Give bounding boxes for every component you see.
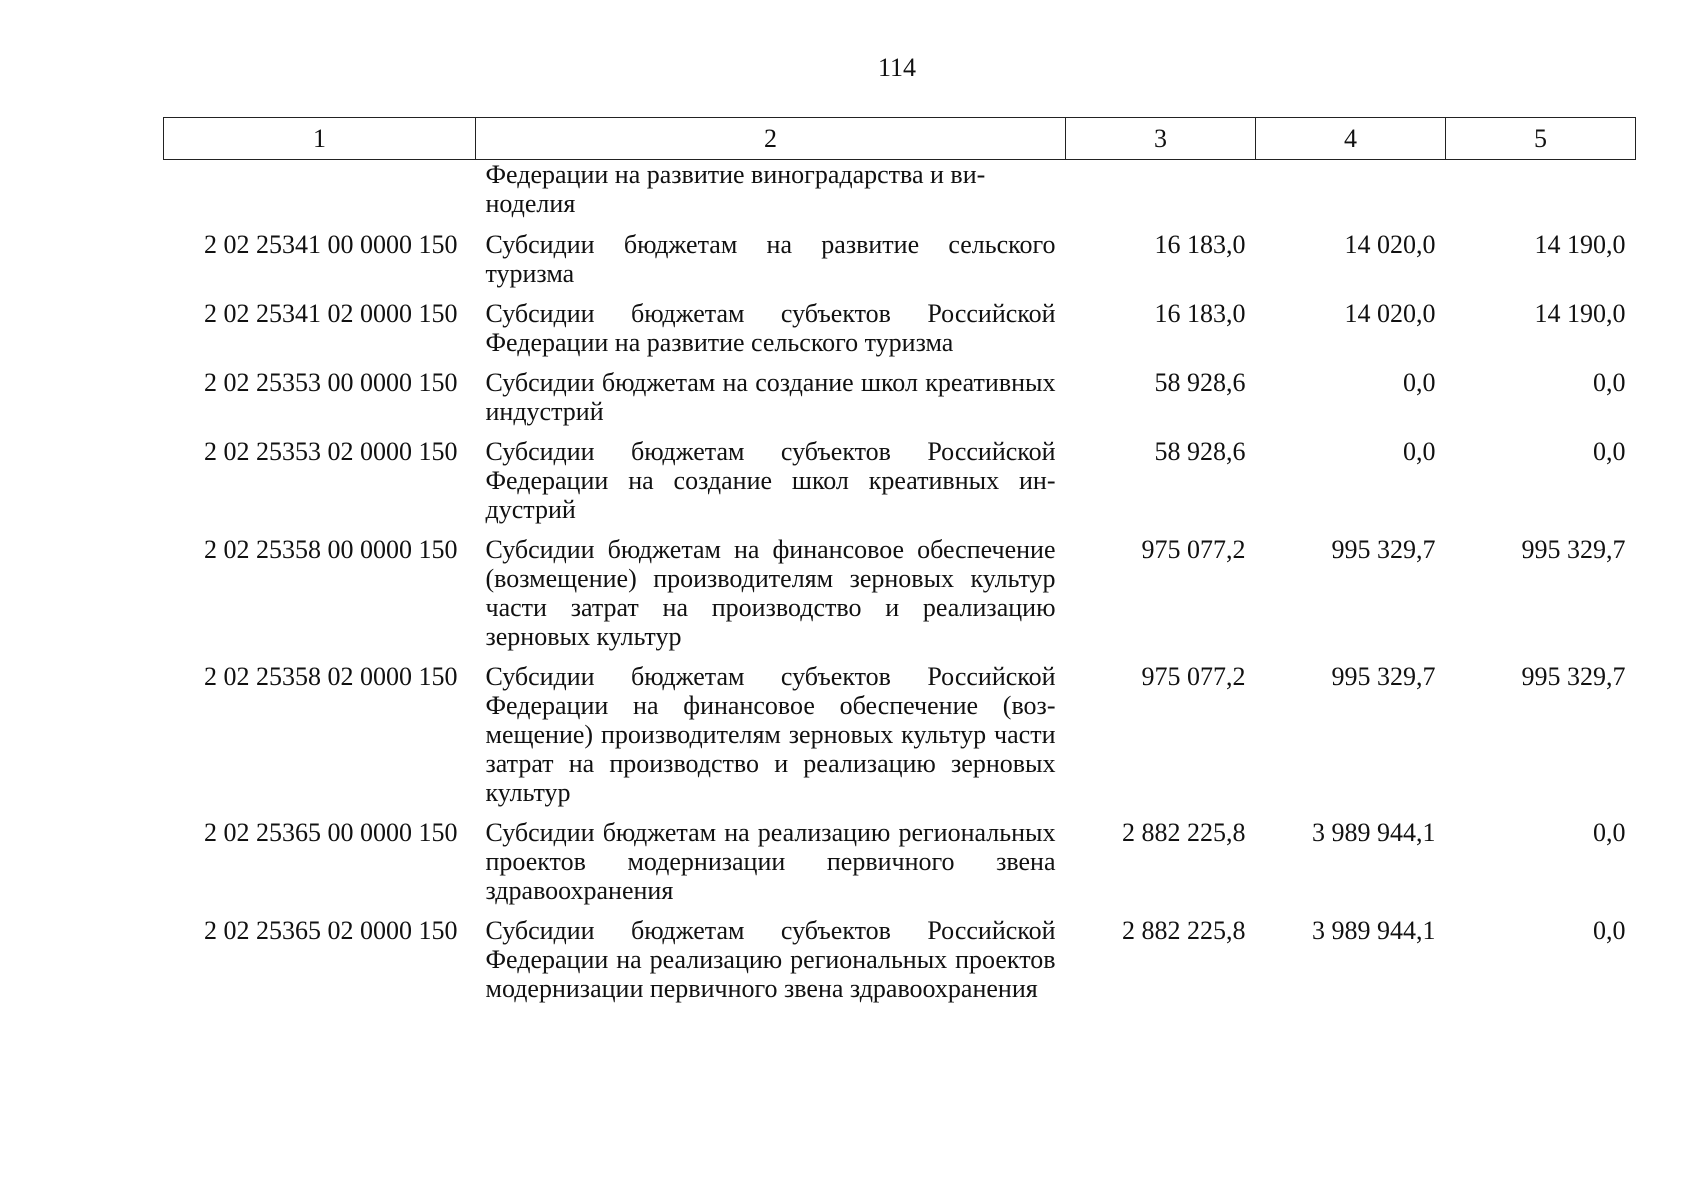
row-code: 2 02 25353 00 0000 150 [204,368,458,397]
row-description: Субсидии бюджетам на развитие сельского туризма [485,230,1056,288]
table-row [164,916,1636,1014]
row-value-col4: 995 329,7 [1331,535,1436,564]
row-value-col5: 995 329,7 [1521,535,1626,564]
row-code: 2 02 25365 02 0000 150 [204,916,458,945]
row-value-col4: 3 989 944,1 [1312,818,1436,847]
row-value-col4: 14 020,0 [1344,230,1436,259]
row-value-col4: 14 020,0 [1344,299,1436,328]
row-description: Субсидии бюджетам субъектов Российской Федерации на создание школ креативных индустрий [485,437,1056,524]
row-description: Субсидии бюджетам на создание школ креативных индустрий [485,368,1056,426]
table-header [164,118,1636,160]
table-row [164,662,1636,818]
row-value-col3: 2 882 225,8 [1122,818,1246,847]
row-value-col5: 14 190,0 [1534,299,1626,328]
column-header-4: 4 [1256,118,1446,160]
table-row [164,437,1636,535]
row-value-col3: 2 882 225,8 [1122,916,1246,945]
table-row [164,535,1636,662]
continuation-col4 [1256,160,1446,231]
row-value-col5: 0,0 [1593,368,1626,397]
row-value-col5: 14 190,0 [1534,230,1626,259]
continuation-row [164,160,1636,231]
row-code: 2 02 25341 02 0000 150 [204,299,458,328]
continuation-code-cell [164,160,476,231]
budget-table [163,117,1636,1014]
table-body [164,160,1636,1015]
row-code: 2 02 25358 00 0000 150 [204,535,458,564]
column-header-2: 2 [476,118,1066,160]
row-code: 2 02 25365 00 0000 150 [204,818,458,847]
row-description: Субсидии бюджетам субъектов Российской Федерации на финансовое обеспечение (возмещение) производителям зерновых культур части затрат на производство и реализацию зерновых культур [485,662,1056,807]
table-row [164,818,1636,916]
row-description: Субсидии бюджетам субъектов Российской Федерации на развитие сельского туризма [485,299,1056,357]
row-code: 2 02 25353 02 0000 150 [204,437,458,466]
continuation-col5 [1446,160,1636,231]
row-value-col3: 16 183,0 [1154,299,1246,328]
row-value-col4: 3 989 944,1 [1312,916,1436,945]
row-code: 2 02 25358 02 0000 150 [204,662,458,691]
column-header-3: 3 [1066,118,1256,160]
row-value-col4: 995 329,7 [1331,662,1436,691]
row-code: 2 02 25341 00 0000 150 [204,230,458,259]
row-description: Субсидии бюджетам на финансовое обеспечение (возмещение) производителям зерновых культур части затрат на производство и реализацию зерновых культур [485,535,1056,651]
table-row [164,368,1636,437]
row-value-col3: 58 928,6 [1154,368,1246,397]
continuation-description: Федерации на развитие виноградарства и ви- ноделия [485,160,986,218]
row-description: Субсидии бюджетам субъектов Российской Федерации на реализацию региональных проектов модернизации первичного звена здравоохранения [485,916,1056,1003]
header-row [164,118,1636,160]
table-row [164,230,1636,299]
column-header-5: 5 [1446,118,1636,160]
row-description: Субсидии бюджетам на реализацию региональных проектов модернизации первичного звена здравоохранения [485,818,1056,905]
table-row [164,299,1636,368]
row-value-col3: 975 077,2 [1141,662,1246,691]
row-value-col5: 0,0 [1593,818,1626,847]
continuation-col3 [1066,160,1256,231]
column-header-1: 1 [164,118,476,160]
row-value-col4: 0,0 [1403,368,1436,397]
row-value-col3: 16 183,0 [1154,230,1246,259]
row-value-col3: 58 928,6 [1154,437,1246,466]
row-value-col5: 0,0 [1593,437,1626,466]
row-value-col4: 0,0 [1403,437,1436,466]
page-number: 114 [877,53,917,82]
row-value-col5: 995 329,7 [1521,662,1626,691]
row-value-col3: 975 077,2 [1141,535,1246,564]
row-value-col5: 0,0 [1593,916,1626,945]
